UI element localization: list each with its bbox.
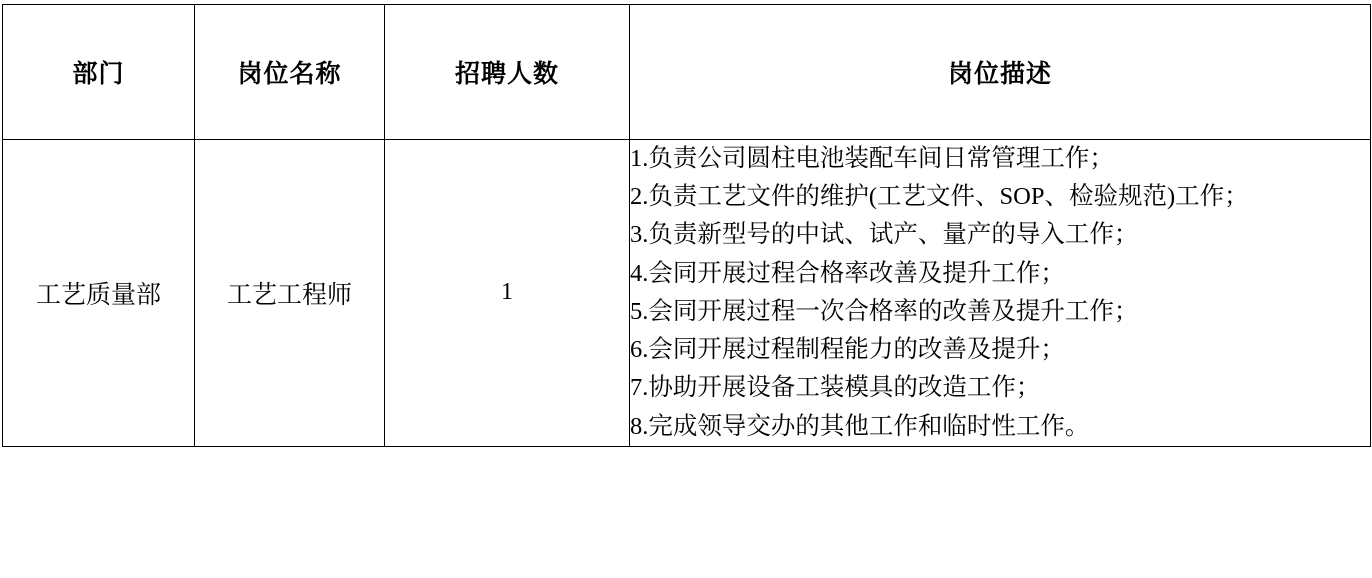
cell-description — [630, 140, 1371, 447]
document-page — [0, 4, 1372, 578]
header-headcount: 招聘人数 — [385, 5, 630, 140]
description-line: 6.会同开展过程制程能力的改善及提升； — [630, 336, 1065, 364]
description-line: 1.负责公司圆柱电池装配车间日常管理工作； — [630, 145, 1114, 172]
description-line: 5.会同开展过程一次合格率的改善及提升工作； — [630, 297, 1139, 325]
table-body — [3, 140, 1371, 447]
cell-headcount: 1 — [385, 140, 630, 447]
header-description: 岗位描述 — [630, 5, 1371, 140]
description-line: 8.完成领导交办的其他工作和临时性工作。 — [630, 412, 1090, 440]
description-line: 7.协助开展设备工装模具的改造工作； — [630, 374, 1041, 402]
cell-job-title: 工艺工程师 — [195, 140, 385, 447]
table-header — [3, 5, 1371, 140]
header-department: 部门 — [3, 5, 195, 140]
header-row — [3, 5, 1371, 140]
cell-department: 工艺质量部 — [3, 140, 195, 447]
table-row — [3, 140, 1371, 447]
recruitment-table — [2, 4, 1371, 447]
description-line: 3.负责新型号的中试、试产、量产的导入工作； — [630, 221, 1139, 249]
description-line: 2.负责工艺文件的维护(工艺文件、SOP、检验规范)工作； — [630, 183, 1249, 211]
header-job-title: 岗位名称 — [195, 5, 385, 140]
description-line: 4.会同开展过程合格率改善及提升工作； — [630, 259, 1065, 287]
